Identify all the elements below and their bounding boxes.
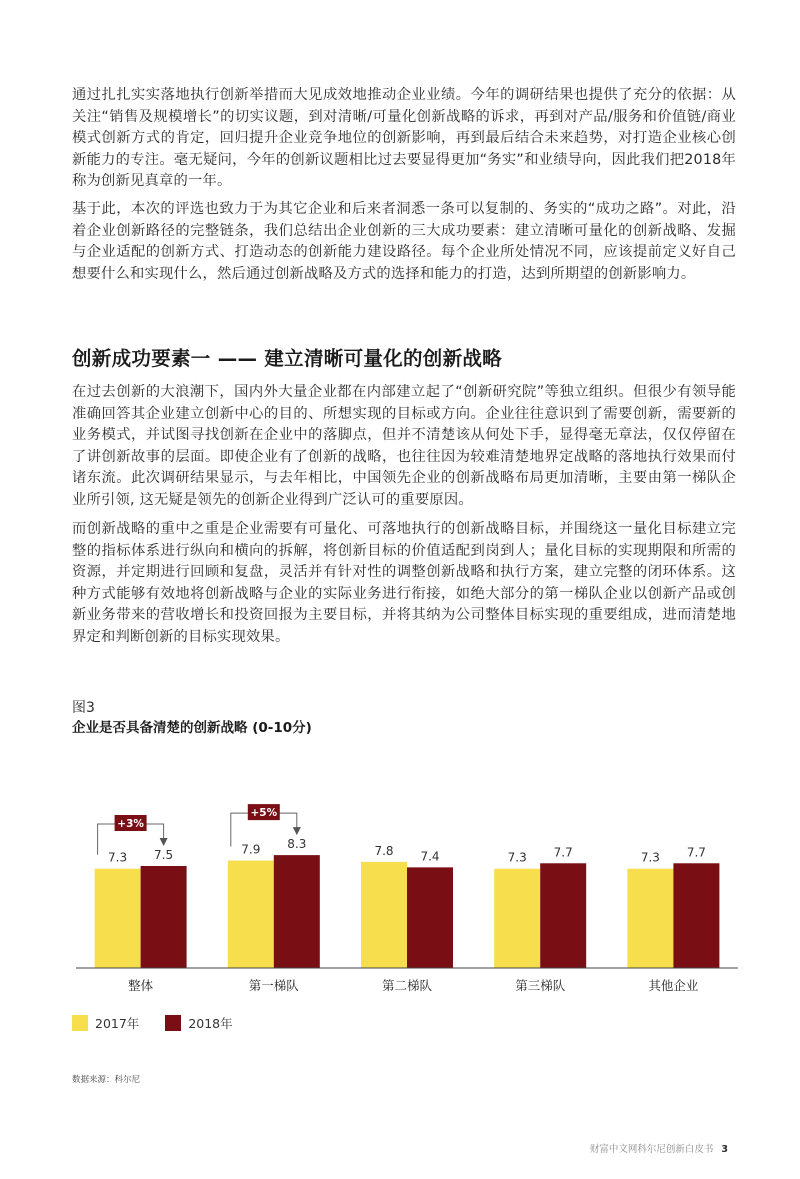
bar-2017年-第二梯队 [361, 862, 407, 968]
annotation-text-第一梯队: +5% [250, 807, 278, 820]
bar-2018年-第三梯队 [540, 863, 586, 968]
paragraph-4: 而创新战略的重中之重是企业需要有可量化、可落地执行的创新战略目标，并围绕这一量化目标建立完整的指标体系进行纵向和横向的拆解，将创新目标的价值适配到岗到人；量化目标的实现期限和所需的资源，并定期进行回顾和复盘，灵活并有针对性的调整创新战略和执行方案，建立完整的闭环体系。这种方式能够有效地将创新战略与企业的实际业务进行衔接，如绝大部分的第一梯队企业以创新产品或创新业务带来的营收增长和投资回报为主要目标，并将其纳为公司整体目标实现的重要组成，进而清楚地界定和判断创新的目标实现效果。 [72, 521, 736, 645]
category-label-整体: 整体 [128, 978, 154, 993]
bar-2018年-第二梯队 [407, 867, 453, 968]
page-footer [590, 1141, 728, 1155]
value-label-2017年-整体: 7.3 [108, 850, 128, 865]
legend-item-2017 [72, 1014, 139, 1032]
value-label-2017年-第三梯队: 7.3 [507, 850, 527, 865]
bar-2017年-第一梯队 [228, 861, 274, 968]
annotation-arrow-整体 [160, 838, 168, 846]
category-label-其他企业: 其他企业 [648, 978, 699, 993]
figure-title: 企业是否具备清楚的创新战略 (0-10分) [72, 720, 312, 736]
bar-2017年-其他企业 [627, 869, 673, 968]
annotation-text-整体: +3% [117, 818, 144, 830]
legend-swatch-2017 [72, 1015, 88, 1031]
paragraph-2: 基于此，本次的评选也致力于为其它企业和后来者洞悉一条可以复制的、务实的“成功之路”。对此，沿着企业创新路径的完整链条，我们总结出企业创新的三大成功要素：建立清晰可量化的创新战略、发掘与企业适配的创新方式、打造动态的创新能力建设路径。每个企业所处情况不同，应该提前定义好自己想要什么和实现什么，然后通过创新战略及方式的选择和能力的打造，达到所期望的创新影响力。 [72, 201, 736, 282]
footer-title: 财富中文网科尔尼创新白皮书 [589, 1144, 714, 1155]
bar-2018年-第一梯队 [274, 855, 320, 968]
category-label-第一梯队: 第一梯队 [248, 978, 299, 993]
bar-2018年-整体 [141, 866, 187, 968]
paragraph-3: 在过去创新的大浪潮下，国内外大量企业都在内部建立起了“创新研究院”等独立组织。但很少有领导能准确回答其企业建立创新中心的目的、所想实现的目标或方向。企业往往意识到了需要创新，需要新的业务模式，并试图寻找创新在企业中的落脚点，但并不清楚该从何处下手，显得毫无章法，仅仅停留在了讲创新故事的层面。即使企业有了创新的战略，也往往因为较难清楚地界定战略的落地执行效果而付诸东流。此次调研结果显示，与去年相比，中国领先企业的创新战略布局更加清晰，主要由第一梯队企业所引领, 这无疑是领先的创新企业得到广泛认可的重要原因。 [72, 384, 736, 508]
value-label-2017年-其他企业: 7.3 [640, 850, 660, 865]
value-label-2017年-第二梯队: 7.8 [374, 843, 394, 858]
annotation-arrow-第一梯队 [293, 827, 301, 835]
bar-2017年-第三梯队 [494, 869, 540, 968]
figure-label: 图3 [72, 700, 95, 716]
value-label-2018年-第三梯队: 7.7 [553, 845, 573, 860]
bar-chart [0, 740, 800, 1005]
legend-label-2018: 2018年 [188, 1016, 233, 1031]
section-title: 创新成功要素一 —— 建立清晰可量化的创新战略 [72, 347, 502, 370]
legend-label-2017: 2017年 [95, 1016, 140, 1031]
category-label-第三梯队: 第三梯队 [515, 978, 566, 993]
value-label-2018年-第一梯队: 8.3 [287, 837, 307, 852]
bar-2017年-整体 [95, 869, 141, 968]
value-label-2018年-其他企业: 7.7 [686, 845, 706, 860]
category-label-第二梯队: 第二梯队 [381, 978, 433, 993]
legend-item-2018 [165, 1014, 232, 1032]
bar-2018年-其他企业 [673, 863, 719, 968]
page-number: 3 [721, 1144, 728, 1155]
value-label-2018年-第二梯队: 7.4 [420, 849, 440, 864]
value-label-2018年-整体: 7.5 [154, 848, 174, 862]
data-source: 数据来源：科尔尼 [72, 1075, 141, 1085]
legend-swatch-2018 [165, 1015, 181, 1031]
value-label-2017年-第一梯队: 7.9 [241, 842, 261, 857]
paragraph-1: 通过扎扎实实落地执行创新举措而大见成效地推动企业业绩。今年的调研结果也提供了充分的依据：从关注“销售及规模增长”的切实议题，到对清晰/可量化创新战略的诉求，再到对产品/服务和价值链/商业模式创新方式的肯定，回归提升企业竞争地位的创新影响，再到最后结合未来趋势，对打造企业核心创新能力的专注。毫无疑问，今年的创新议题相比过去要显得更加“务实”和业绩导向，因此我们把2018年称为创新见真章的一年。 [72, 87, 736, 190]
chart-legend [72, 1014, 259, 1032]
